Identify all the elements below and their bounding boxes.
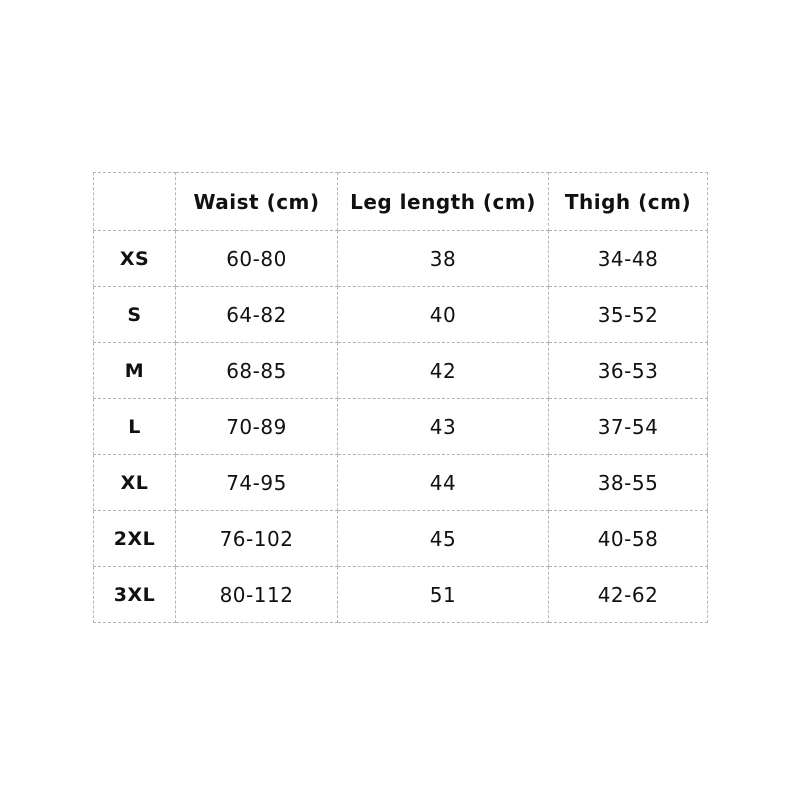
thigh-value: 34-48 — [549, 231, 708, 287]
table-row-2xl — [94, 511, 708, 567]
leg-length-value: 45 — [338, 511, 549, 567]
table-row-xs — [94, 231, 708, 287]
waist-value: 60-80 — [176, 231, 338, 287]
leg-length-value: 38 — [338, 231, 549, 287]
table-row-xl — [94, 455, 708, 511]
leg-length-value: 43 — [338, 399, 549, 455]
waist-value: 80-112 — [176, 567, 338, 623]
header-cell-waist: Waist (cm) — [176, 173, 338, 231]
size-label: S — [94, 287, 176, 343]
header-row — [94, 173, 708, 231]
waist-value: 68-85 — [176, 343, 338, 399]
size-label: L — [94, 399, 176, 455]
thigh-value: 38-55 — [549, 455, 708, 511]
leg-length-value: 44 — [338, 455, 549, 511]
size-label: XL — [94, 455, 176, 511]
header-cell-leg-length: Leg length (cm) — [338, 173, 549, 231]
waist-value: 74-95 — [176, 455, 338, 511]
size-label: 2XL — [94, 511, 176, 567]
table-row-m — [94, 343, 708, 399]
size-label: XS — [94, 231, 176, 287]
leg-length-value: 42 — [338, 343, 549, 399]
waist-value: 70-89 — [176, 399, 338, 455]
table-row-s — [94, 287, 708, 343]
thigh-value: 36-53 — [549, 343, 708, 399]
thigh-value: 42-62 — [549, 567, 708, 623]
size-label: 3XL — [94, 567, 176, 623]
size-label: M — [94, 343, 176, 399]
header-cell-thigh: Thigh (cm) — [549, 173, 708, 231]
waist-value: 76-102 — [176, 511, 338, 567]
thigh-value: 37-54 — [549, 399, 708, 455]
header-cell-empty — [94, 173, 176, 231]
thigh-value: 40-58 — [549, 511, 708, 567]
thigh-value: 35-52 — [549, 287, 708, 343]
waist-value: 64-82 — [176, 287, 338, 343]
size-chart-table — [93, 172, 708, 623]
leg-length-value: 40 — [338, 287, 549, 343]
leg-length-value: 51 — [338, 567, 549, 623]
table-row-l — [94, 399, 708, 455]
table-row-3xl — [94, 567, 708, 623]
